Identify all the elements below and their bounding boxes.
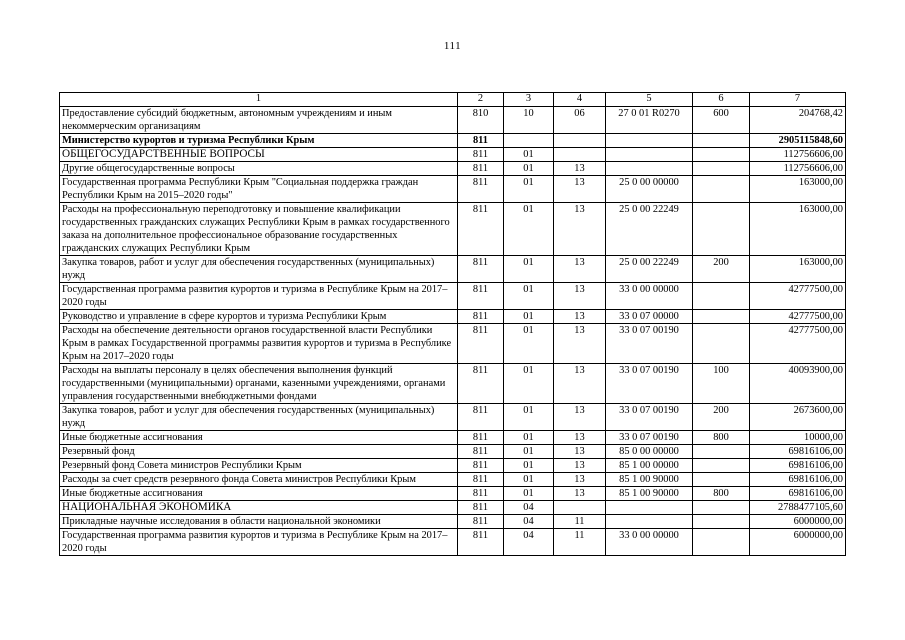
row-ministry-cell: 811 (458, 283, 504, 310)
row-amount-cell: 69816106,00 (750, 473, 846, 487)
row-section-cell: 01 (504, 364, 554, 404)
row-section-cell: 01 (504, 473, 554, 487)
row-expense-cell (693, 515, 750, 529)
row-amount-cell: 163000,00 (750, 256, 846, 283)
row-expense-cell (693, 283, 750, 310)
table-row (60, 473, 846, 487)
row-amount-cell: 6000000,00 (750, 515, 846, 529)
row-expense-cell (693, 473, 750, 487)
row-target-cell: 33 0 07 00190 (606, 364, 693, 404)
table-row (60, 203, 846, 256)
row-target-cell: 85 1 00 90000 (606, 473, 693, 487)
row-target-cell: 33 0 00 00000 (606, 529, 693, 556)
row-subsection-cell: 13 (554, 162, 606, 176)
table-row (60, 404, 846, 431)
row-amount-cell: 42777500,00 (750, 324, 846, 364)
header-cell: 4 (554, 93, 606, 107)
row-target-cell: 25 0 00 22249 (606, 256, 693, 283)
header-cell: 5 (606, 93, 693, 107)
row-name-cell: Министерство курортов и туризма Республики Крым (60, 134, 458, 148)
row-ministry-cell: 811 (458, 529, 504, 556)
row-section-cell: 01 (504, 487, 554, 501)
row-amount-cell: 40093900,00 (750, 364, 846, 404)
table-row (60, 501, 846, 515)
table-row (60, 283, 846, 310)
row-name-cell: Иные бюджетные ассигнования (60, 431, 458, 445)
row-name-cell: Прикладные научные исследования в области национальной экономики (60, 515, 458, 529)
row-target-cell (606, 162, 693, 176)
table-row (60, 529, 846, 556)
row-subsection-cell: 13 (554, 324, 606, 364)
row-target-cell: 25 0 00 00000 (606, 176, 693, 203)
row-section-cell: 01 (504, 431, 554, 445)
row-target-cell: 85 0 00 00000 (606, 445, 693, 459)
row-subsection-cell: 06 (554, 107, 606, 134)
row-name-cell: Государственная программа развития курортов и туризма в Республике Крым на 2017–2020 годы (60, 529, 458, 556)
row-ministry-cell: 811 (458, 310, 504, 324)
row-amount-cell: 69816106,00 (750, 459, 846, 473)
row-subsection-cell: 13 (554, 176, 606, 203)
row-expense-cell (693, 445, 750, 459)
header-cell: 3 (504, 93, 554, 107)
row-target-cell: 85 1 00 90000 (606, 487, 693, 501)
row-ministry-cell: 811 (458, 203, 504, 256)
row-subsection-cell: 13 (554, 473, 606, 487)
row-section-cell (504, 134, 554, 148)
row-section-cell: 04 (504, 501, 554, 515)
table-row (60, 459, 846, 473)
row-ministry-cell: 811 (458, 473, 504, 487)
row-section-cell: 01 (504, 324, 554, 364)
row-amount-cell: 204768,42 (750, 107, 846, 134)
header-cell: 1 (60, 93, 458, 107)
row-subsection-cell: 13 (554, 203, 606, 256)
row-section-cell: 01 (504, 310, 554, 324)
row-name-cell: Расходы на профессиональную переподготовку и повышение квалификации государственных гражданских служащих Республики Крым в рамках государственного заказа на дополнительное профессиональное образование государственных гражданских служащих Республики Крым (60, 203, 458, 256)
row-section-cell: 01 (504, 176, 554, 203)
header-row (60, 93, 846, 107)
row-expense-cell: 200 (693, 256, 750, 283)
row-ministry-cell: 811 (458, 324, 504, 364)
table-row (60, 487, 846, 501)
row-name-cell: Расходы за счет средств резервного фонда Совета министров Республики Крым (60, 473, 458, 487)
row-ministry-cell: 811 (458, 445, 504, 459)
row-amount-cell: 2673600,00 (750, 404, 846, 431)
row-section-cell: 01 (504, 283, 554, 310)
row-section-cell: 04 (504, 529, 554, 556)
table-row (60, 162, 846, 176)
row-name-cell: Государственная программа развития курортов и туризма в Республике Крым на 2017–2020 годы (60, 283, 458, 310)
row-expense-cell (693, 176, 750, 203)
table-row (60, 107, 846, 134)
row-subsection-cell: 13 (554, 445, 606, 459)
row-amount-cell: 112756606,00 (750, 148, 846, 162)
row-subsection-cell: 13 (554, 404, 606, 431)
budget-table (59, 92, 846, 556)
row-section-cell: 01 (504, 445, 554, 459)
row-subsection-cell: 13 (554, 310, 606, 324)
row-ministry-cell: 811 (458, 501, 504, 515)
row-name-cell: Иные бюджетные ассигнования (60, 487, 458, 501)
row-section-cell: 01 (504, 256, 554, 283)
row-expense-cell: 100 (693, 364, 750, 404)
row-expense-cell (693, 203, 750, 256)
row-expense-cell: 800 (693, 431, 750, 445)
row-target-cell: 25 0 00 22249 (606, 203, 693, 256)
row-amount-cell: 42777500,00 (750, 310, 846, 324)
row-name-cell: Закупка товаров, работ и услуг для обеспечения государственных (муниципальных) нужд (60, 256, 458, 283)
row-target-cell (606, 501, 693, 515)
row-ministry-cell: 811 (458, 176, 504, 203)
row-name-cell: Расходы на выплаты персоналу в целях обеспечения выполнения функций государственными (муниципальными) органами, казенными учреждениями, органами управления государственными внебюджетными фондами (60, 364, 458, 404)
row-expense-cell (693, 459, 750, 473)
row-section-cell: 01 (504, 459, 554, 473)
row-subsection-cell: 13 (554, 459, 606, 473)
row-name-cell: Руководство и управление в сфере курортов и туризма Республики Крым (60, 310, 458, 324)
table-row (60, 364, 846, 404)
row-ministry-cell: 811 (458, 256, 504, 283)
row-amount-cell: 2788477105,60 (750, 501, 846, 515)
row-ministry-cell: 811 (458, 404, 504, 431)
row-name-cell: Резервный фонд (60, 445, 458, 459)
table-row (60, 148, 846, 162)
row-section-cell: 01 (504, 162, 554, 176)
row-ministry-cell: 811 (458, 148, 504, 162)
table-row (60, 134, 846, 148)
row-target-cell (606, 134, 693, 148)
row-amount-cell: 163000,00 (750, 176, 846, 203)
row-ministry-cell: 810 (458, 107, 504, 134)
row-subsection-cell (554, 134, 606, 148)
row-subsection-cell: 11 (554, 515, 606, 529)
row-subsection-cell: 13 (554, 283, 606, 310)
row-expense-cell (693, 148, 750, 162)
table-row (60, 256, 846, 283)
row-subsection-cell: 13 (554, 364, 606, 404)
page-number: 111 (443, 40, 462, 52)
header-cell: 6 (693, 93, 750, 107)
row-target-cell: 27 0 01 R0270 (606, 107, 693, 134)
row-target-cell (606, 148, 693, 162)
row-expense-cell (693, 310, 750, 324)
row-subsection-cell (554, 148, 606, 162)
row-amount-cell: 6000000,00 (750, 529, 846, 556)
row-name-cell: Государственная программа Республики Крым "Социальная поддержка граждан Республики Крым на 2015–2020 годы" (60, 176, 458, 203)
row-ministry-cell: 811 (458, 162, 504, 176)
row-target-cell: 33 0 07 00190 (606, 431, 693, 445)
table-row (60, 445, 846, 459)
row-subsection-cell: 13 (554, 487, 606, 501)
row-expense-cell (693, 529, 750, 556)
row-amount-cell: 112756606,00 (750, 162, 846, 176)
row-name-cell: Предоставление субсидий бюджетным, автономным учреждениям и иным некоммерческим организациям (60, 107, 458, 134)
row-amount-cell: 2905115848,60 (750, 134, 846, 148)
row-expense-cell: 200 (693, 404, 750, 431)
row-expense-cell (693, 324, 750, 364)
row-amount-cell: 42777500,00 (750, 283, 846, 310)
row-ministry-cell: 811 (458, 515, 504, 529)
row-target-cell: 33 0 07 00000 (606, 310, 693, 324)
row-name-cell: Расходы на обеспечение деятельности органов государственной власти Республики Крым в рамках Государственной программы развития курортов и туризма в Республике Крым на 2017–2020 годы (60, 324, 458, 364)
row-section-cell: 10 (504, 107, 554, 134)
table-row (60, 324, 846, 364)
table-row (60, 310, 846, 324)
row-section-cell: 04 (504, 515, 554, 529)
row-expense-cell (693, 134, 750, 148)
row-name-cell: Резервный фонд Совета министров Республики Крым (60, 459, 458, 473)
row-expense-cell: 800 (693, 487, 750, 501)
row-ministry-cell: 811 (458, 459, 504, 473)
row-target-cell: 85 1 00 00000 (606, 459, 693, 473)
row-ministry-cell: 811 (458, 364, 504, 404)
table-row (60, 515, 846, 529)
row-name-cell: НАЦИОНАЛЬНАЯ ЭКОНОМИКА (60, 501, 458, 515)
row-name-cell: ОБЩЕГОСУДАРСТВЕННЫЕ ВОПРОСЫ (60, 148, 458, 162)
row-expense-cell (693, 501, 750, 515)
row-amount-cell: 69816106,00 (750, 445, 846, 459)
row-amount-cell: 163000,00 (750, 203, 846, 256)
table-row (60, 431, 846, 445)
table-body (60, 107, 846, 556)
row-expense-cell (693, 162, 750, 176)
row-subsection-cell: 13 (554, 256, 606, 283)
header-cell: 7 (750, 93, 846, 107)
header-cell: 2 (458, 93, 504, 107)
row-subsection-cell: 13 (554, 431, 606, 445)
row-section-cell: 01 (504, 203, 554, 256)
row-target-cell: 33 0 00 00000 (606, 283, 693, 310)
row-subsection-cell: 11 (554, 529, 606, 556)
row-amount-cell: 69816106,00 (750, 487, 846, 501)
row-section-cell: 01 (504, 148, 554, 162)
row-expense-cell: 600 (693, 107, 750, 134)
row-ministry-cell: 811 (458, 431, 504, 445)
row-ministry-cell: 811 (458, 134, 504, 148)
row-name-cell: Другие общегосударственные вопросы (60, 162, 458, 176)
row-ministry-cell: 811 (458, 487, 504, 501)
row-name-cell: Закупка товаров, работ и услуг для обеспечения государственных (муниципальных) нужд (60, 404, 458, 431)
row-target-cell: 33 0 07 00190 (606, 404, 693, 431)
row-target-cell (606, 515, 693, 529)
row-section-cell: 01 (504, 404, 554, 431)
row-amount-cell: 10000,00 (750, 431, 846, 445)
row-target-cell: 33 0 07 00190 (606, 324, 693, 364)
row-subsection-cell (554, 501, 606, 515)
table-row (60, 176, 846, 203)
